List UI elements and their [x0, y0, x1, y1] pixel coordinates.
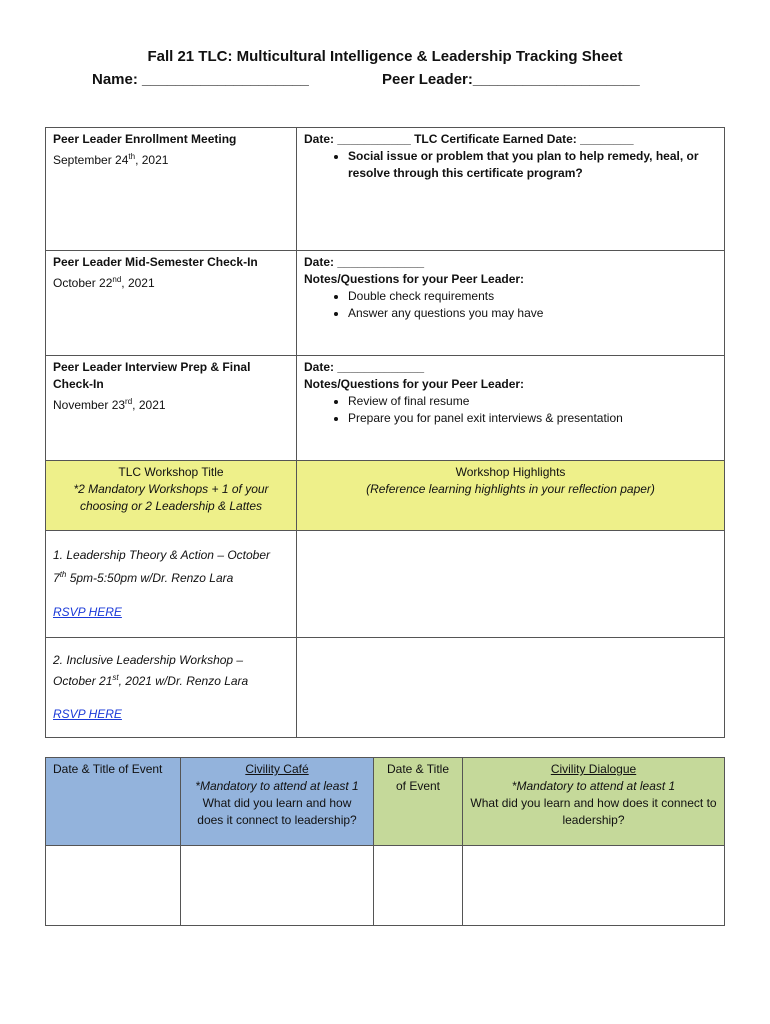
workshop-title: 1. Leadership Theory & Action – October: [53, 548, 271, 562]
meeting-row: [46, 128, 725, 251]
events-table: [45, 757, 725, 926]
workshop-cell: [46, 531, 297, 638]
meeting-title: Peer Leader Mid-Semester Check-In: [53, 255, 258, 269]
rsvp-link[interactable]: RSVP HERE: [53, 707, 122, 721]
civility-cafe-requirement: *Mandatory to attend at least 1: [195, 779, 359, 793]
event-date-header-cafe: Date & Title of Event: [46, 758, 181, 846]
rsvp-link[interactable]: RSVP HERE: [53, 605, 122, 619]
civility-dialogue-question: What did you learn and how does it connect to leadership?: [470, 796, 717, 827]
workshop-time: October 21st, 2021 w/Dr. Renzo Lara: [53, 673, 249, 688]
workshop-highlights-note: (Reference learning highlights in your reflection paper): [366, 482, 655, 496]
page-title: Fall 21 TLC: Multicultural Intelligence & Leadership Tracking Sheet: [147, 48, 623, 65]
peer-leader-field-label[interactable]: Peer Leader:____________________: [382, 71, 640, 88]
workshop-highlights-cell[interactable]: [297, 531, 725, 638]
meeting-cell: [46, 128, 297, 251]
notes-label: Notes/Questions for your Peer Leader:: [304, 272, 525, 286]
meeting-notes-cell[interactable]: [297, 128, 725, 251]
workshop-highlights-label: Workshop Highlights: [455, 465, 566, 479]
meeting-notes-cell[interactable]: [297, 251, 725, 356]
workshop-time: 7th 5pm-5:50pm w/Dr. Renzo Lara: [53, 570, 234, 585]
cafe-reflection-cell[interactable]: [181, 846, 374, 926]
notes-label: Notes/Questions for your Peer Leader:: [304, 377, 525, 391]
workshop-row: [46, 531, 725, 638]
meeting-bullets: [304, 148, 717, 182]
meeting-date: October 22nd, 2021: [53, 275, 155, 290]
civility-cafe-title: Civility Café: [245, 762, 309, 776]
list-item: • Answer any questions you may have: [348, 305, 717, 322]
meeting-date-field: Date: _____________: [304, 255, 425, 269]
civility-cafe-header: [181, 758, 374, 846]
event-date-cell[interactable]: [374, 846, 463, 926]
list-item: • Social issue or problem that you plan to help remedy, heal, or resolve through this certificate program?: [348, 148, 717, 182]
meeting-title: Peer Leader Enrollment Meeting: [53, 132, 237, 146]
workshop-highlights-header: [297, 461, 725, 531]
events-entry-row: [46, 846, 725, 926]
event-date-header-dialogue: Date & Title of Event: [374, 758, 463, 846]
workshop-cell: [46, 638, 297, 738]
workshop-title: 2. Inclusive Leadership Workshop –: [53, 653, 244, 667]
meeting-date-field: Date: _____________: [304, 360, 425, 374]
list-item: • Prepare you for panel exit interviews & presentation: [348, 410, 717, 427]
events-header-row: [46, 758, 725, 846]
meeting-cell: [46, 356, 297, 461]
meeting-date: September 24th, 2021: [53, 152, 169, 167]
name-row: [92, 71, 640, 88]
meeting-bullets: [304, 288, 717, 322]
civility-dialogue-header: [463, 758, 725, 846]
workshop-title-header: [46, 461, 297, 531]
meeting-notes-cell[interactable]: [297, 356, 725, 461]
workshop-header-row: [46, 461, 725, 531]
workshop-requirement-note: *2 Mandatory Workshops + 1 of your choosing or 2 Leadership & Lattes: [73, 482, 269, 513]
civility-dialogue-title: Civility Dialogue: [550, 762, 637, 776]
civility-cafe-question: What did you learn and how does it connect to leadership?: [197, 796, 357, 827]
list-item: • Double check requirements: [348, 288, 717, 305]
meeting-title: Peer Leader Interview Prep & Final Check-In: [53, 360, 251, 391]
workshop-title-label: TLC Workshop Title: [118, 465, 224, 479]
meeting-date-field: Date: ___________ TLC Certificate Earned Date: ________: [304, 132, 634, 146]
tracking-table: [45, 127, 725, 738]
list-item: • Review of final resume: [348, 393, 717, 410]
event-date-cell[interactable]: [46, 846, 181, 926]
dialogue-reflection-cell[interactable]: [463, 846, 725, 926]
workshop-row: [46, 638, 725, 738]
meeting-date: November 23rd, 2021: [53, 397, 166, 412]
meeting-bullets: [304, 393, 717, 427]
workshop-highlights-cell[interactable]: [297, 638, 725, 738]
meeting-cell: [46, 251, 297, 356]
name-field-label[interactable]: Name: ____________________: [92, 71, 309, 88]
meeting-row: [46, 356, 725, 461]
meeting-row: [46, 251, 725, 356]
civility-dialogue-requirement: *Mandatory to attend at least 1: [511, 779, 676, 793]
